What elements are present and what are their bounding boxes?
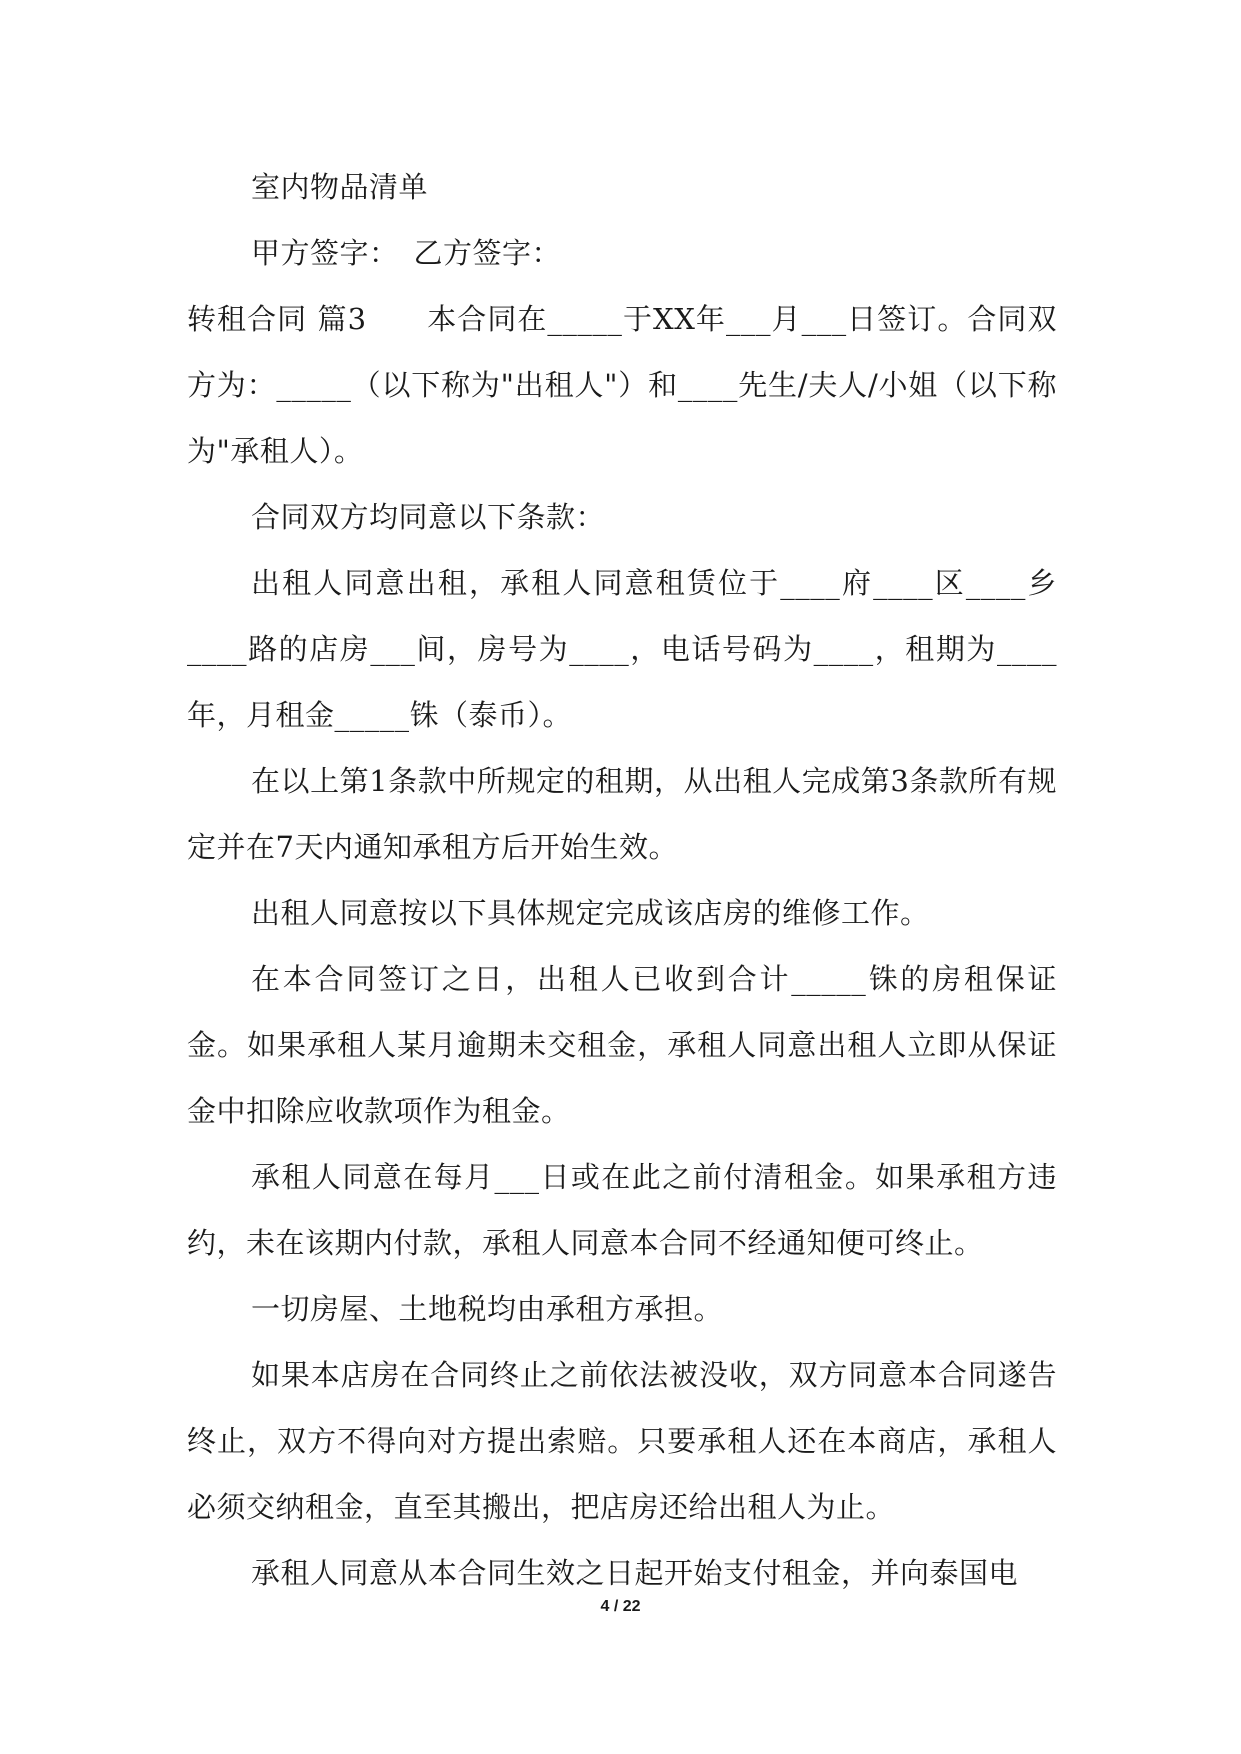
paragraph-payment-due: 承租人同意在每月___日或在此之前付清租金。如果承租方违约，未在该期内付款，承租人同意本合同不经通知便可终止。 — [187, 1160, 1057, 1260]
paragraph-repairs: 出租人同意按以下具体规定完成该店房的维修工作。 — [251, 896, 930, 930]
page-number: 4 / 22 — [600, 1598, 641, 1615]
paragraph-rent-start: 承租人同意从本合同生效之日起开始支付租金，并向泰国电 — [251, 1556, 1019, 1590]
paragraph-lease-effective: 在以上第1条款中所规定的租期，从出租人完成第3条款所有规定并在7天内通知承租方后开始生效。 — [187, 764, 1057, 864]
paragraph-taxes: 一切房屋、土地税均由承租方承担。 — [251, 1292, 724, 1326]
paragraph-inventory-list: 室内物品清单 — [251, 170, 429, 204]
paragraph-deposit: 在本合同签订之日，出租人已收到合计_____铢的房租保证金。如果承租人某月逾期未交租金，承租人同意出租人立即从保证金中扣除应收款项作为租金。 — [187, 962, 1057, 1128]
document-body — [187, 154, 1057, 1606]
paragraph-signatures: 甲方签字： 乙方签字： — [251, 236, 562, 270]
paragraph-lease-location: 出租人同意出租，承租人同意租赁位于____府____区____乡____路的店房___间，房号为____，电话号码为____，租期为____年，月租金_____铢（泰币）。 — [187, 566, 1057, 732]
paragraph-confiscation: 如果本店房在合同终止之前依法被没收，双方同意本合同遂告终止，双方不得向对方提出索赔。只要承租人还在本商店，承租人必须交纳租金，直至其搬出，把店房还给出租人为止。 — [187, 1358, 1057, 1524]
paragraph-contract-intro: 转租合同 篇3 本合同在_____于XX年___月___日签订。合同双方为：_____（以下称为"出租人"）和____先生/夫人/小姐（以下称为"承租人）。 — [187, 302, 1057, 468]
paragraph-agreed-terms: 合同双方均同意以下条款： — [251, 500, 606, 534]
